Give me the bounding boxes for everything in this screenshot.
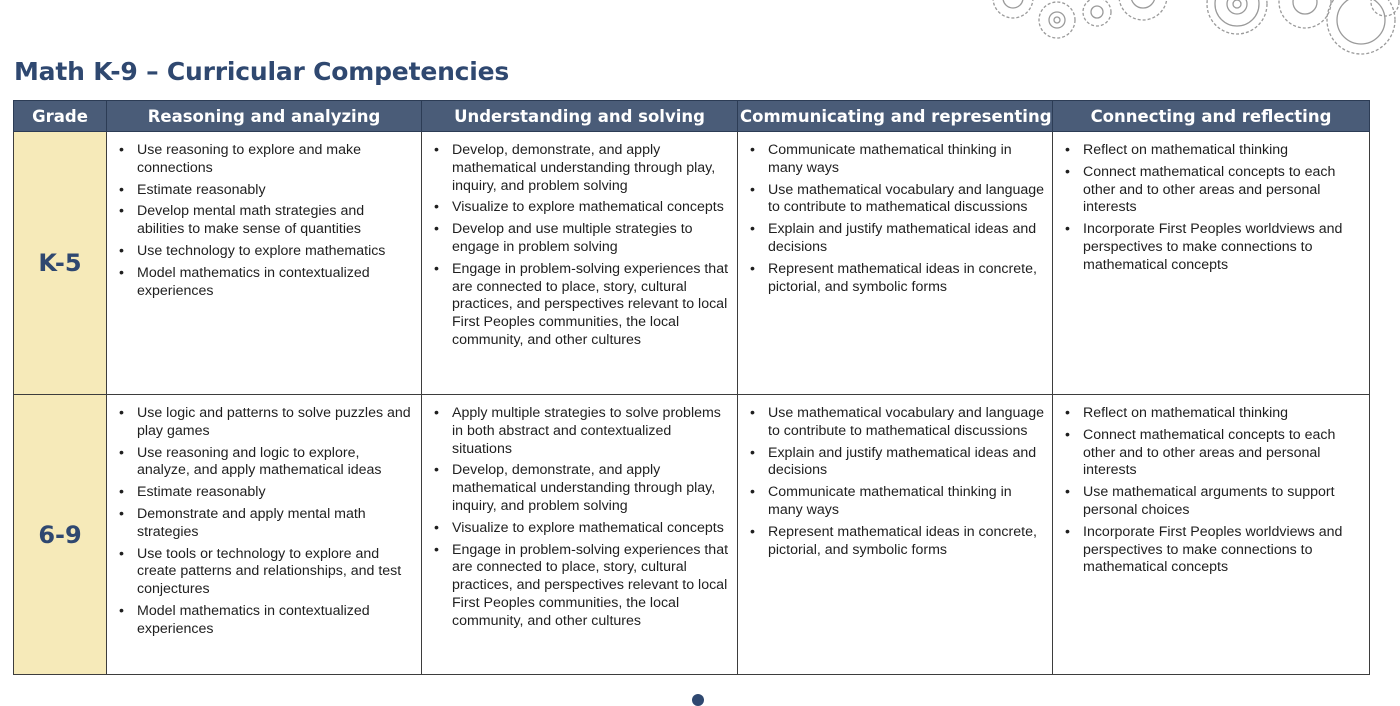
list-item: • Model mathematics in contextualized experiences xyxy=(137,603,415,639)
cell-reasoning-analyzing xyxy=(107,132,422,395)
list-item: • Estimate reasonably xyxy=(137,484,415,502)
list-item: • Represent mathematical ideas in concrete, pictorial, and symbolic forms xyxy=(768,524,1046,560)
competency-list xyxy=(738,132,1052,296)
list-item: • Use technology to explore mathematics xyxy=(137,243,415,261)
cell-connecting-reflecting xyxy=(1053,132,1370,395)
list-item: • Estimate reasonably xyxy=(137,182,415,200)
list-item: • Use tools or technology to explore and create patterns and relationships, and test conjectures xyxy=(137,546,415,599)
header-understanding-solving: Understanding and solving xyxy=(422,101,738,132)
competency-list xyxy=(422,132,737,350)
grade-label: K-5 xyxy=(14,132,107,395)
list-item: • Use reasoning to explore and make connections xyxy=(137,142,415,178)
list-item: • Communicate mathematical thinking in many ways xyxy=(768,142,1046,178)
list-item: • Visualize to explore mathematical concepts xyxy=(452,520,731,538)
list-item: • Represent mathematical ideas in concrete, pictorial, and symbolic forms xyxy=(768,261,1046,297)
list-item: • Incorporate First Peoples worldviews and perspectives to make connections to mathematical concepts xyxy=(1083,524,1363,577)
page-indicator-dot[interactable] xyxy=(692,694,704,706)
header-communicating-representing: Communicating and representing xyxy=(738,101,1053,132)
list-item: • Connect mathematical concepts to each other and to other areas and personal interests xyxy=(1083,427,1363,480)
header-connecting-reflecting: Connecting and reflecting xyxy=(1053,101,1370,132)
list-item: • Develop, demonstrate, and apply mathematical understanding through play, inquiry, and problem solving xyxy=(452,462,731,515)
header-reasoning-analyzing: Reasoning and analyzing xyxy=(107,101,422,132)
cell-connecting-reflecting xyxy=(1053,395,1370,675)
list-item: • Engage in problem-solving experiences that are connected to place, story, cultural practices, and perspectives relevant to local First Peoples communities, the local community, and other cultures xyxy=(452,261,731,350)
cell-communicating-representing xyxy=(738,395,1053,675)
competencies-table xyxy=(13,100,1370,675)
list-item: • Model mathematics in contextualized experiences xyxy=(137,265,415,301)
list-item: • Explain and justify mathematical ideas and decisions xyxy=(768,221,1046,257)
competency-list xyxy=(738,395,1052,559)
list-item: • Develop, demonstrate, and apply mathematical understanding through play, inquiry, and problem solving xyxy=(452,142,731,195)
list-item: • Communicate mathematical thinking in many ways xyxy=(768,484,1046,520)
cell-communicating-representing xyxy=(738,132,1053,395)
competency-list xyxy=(107,132,421,300)
list-item: • Use mathematical vocabulary and language to contribute to mathematical discussions xyxy=(768,182,1046,218)
list-item: • Use logic and patterns to solve puzzles and play games xyxy=(137,405,415,441)
list-item: • Incorporate First Peoples worldviews and perspectives to make connections to mathematical concepts xyxy=(1083,221,1363,274)
cell-understanding-solving xyxy=(422,132,738,395)
list-item: • Connect mathematical concepts to each other and to other areas and personal interests xyxy=(1083,164,1363,217)
cell-understanding-solving xyxy=(422,395,738,675)
list-item: • Visualize to explore mathematical concepts xyxy=(452,199,731,217)
competency-list xyxy=(1053,132,1369,275)
list-item: • Reflect on mathematical thinking xyxy=(1083,405,1363,423)
list-item: • Develop mental math strategies and abilities to make sense of quantities xyxy=(137,203,415,239)
list-item: • Use reasoning and logic to explore, analyze, and apply mathematical ideas xyxy=(137,445,415,481)
list-item: • Explain and justify mathematical ideas and decisions xyxy=(768,445,1046,481)
list-item: • Use mathematical vocabulary and language to contribute to mathematical discussions xyxy=(768,405,1046,441)
competency-list xyxy=(422,395,737,631)
table-row-k5 xyxy=(14,132,1370,395)
page-title: Math K-9 – Curricular Competencies xyxy=(14,57,510,86)
gears-decoration-icon xyxy=(975,0,1400,62)
list-item: • Engage in problem-solving experiences that are connected to place, story, cultural practices, and perspectives relevant to local First Peoples communities, the local community, and other cultures xyxy=(452,542,731,631)
grade-label: 6-9 xyxy=(14,395,107,675)
competency-list xyxy=(107,395,421,639)
list-item: • Apply multiple strategies to solve problems in both abstract and contextualized situations xyxy=(452,405,731,458)
competency-list xyxy=(1053,395,1369,577)
list-item: • Demonstrate and apply mental math strategies xyxy=(137,506,415,542)
header-grade: Grade xyxy=(14,101,107,132)
table-row-6-9 xyxy=(14,395,1370,675)
cell-reasoning-analyzing xyxy=(107,395,422,675)
header-row xyxy=(14,101,1370,132)
list-item: • Use mathematical arguments to support personal choices xyxy=(1083,484,1363,520)
list-item: • Reflect on mathematical thinking xyxy=(1083,142,1363,160)
list-item: • Develop and use multiple strategies to engage in problem solving xyxy=(452,221,731,257)
